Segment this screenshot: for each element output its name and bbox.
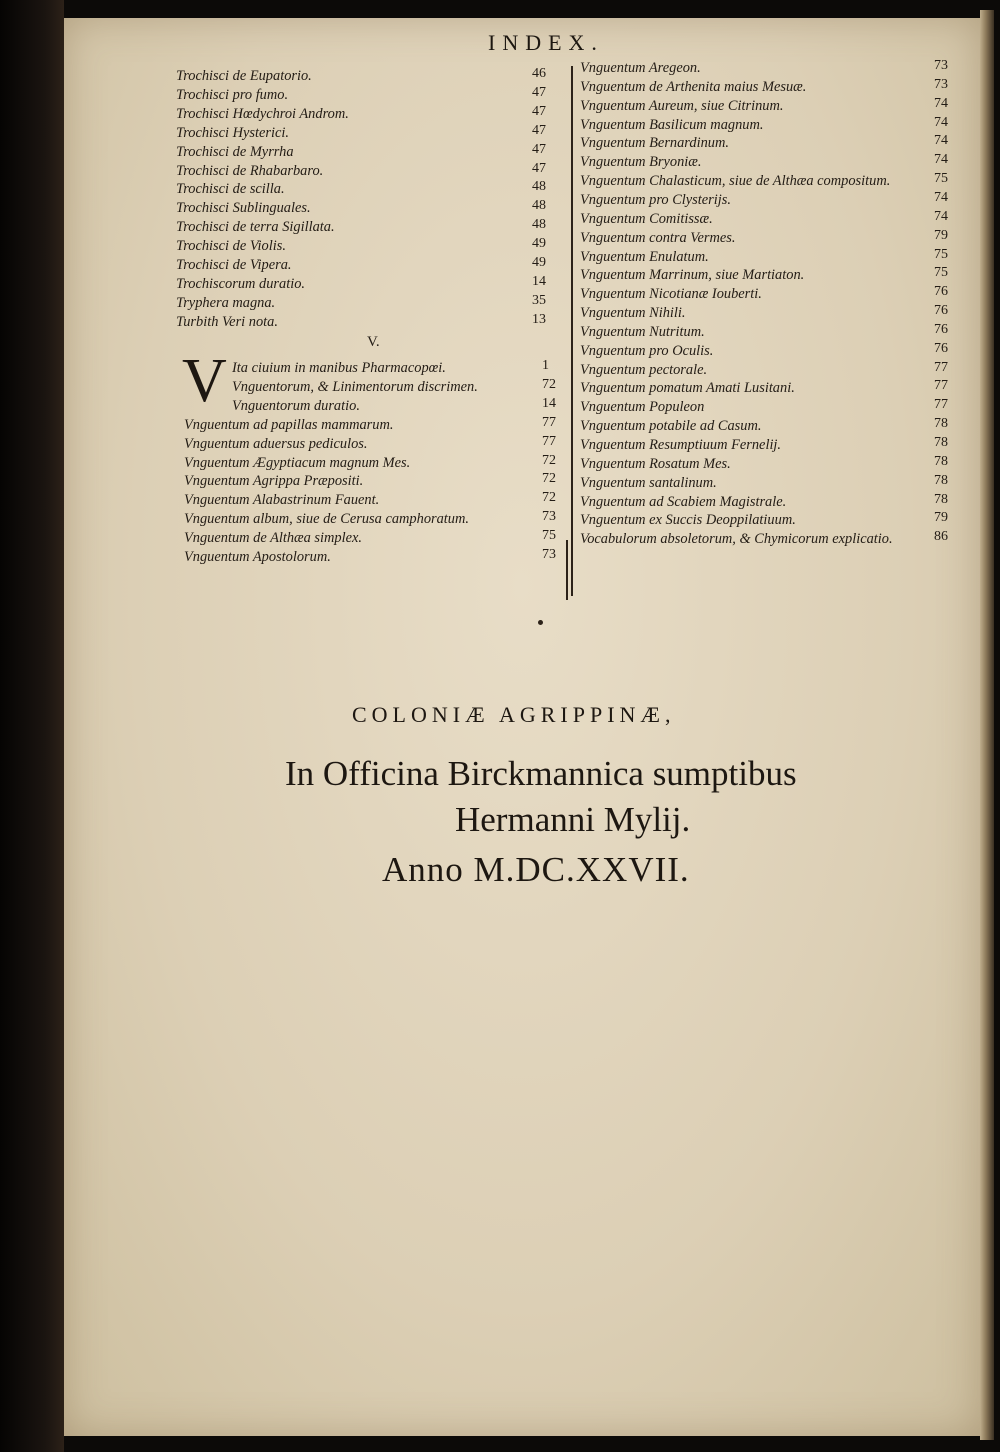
index-entry: Vnguentum pectorale. [580, 361, 708, 378]
index-entry: Vnguentum Ægyptiacum magnum Mes. [184, 454, 411, 471]
section-letter: V. [367, 334, 380, 350]
index-page-number: 78 [934, 472, 948, 488]
index-entry: Trochisci Hœdychroi Androm. [176, 105, 349, 122]
ornament-dot [538, 620, 543, 625]
index-entry: Vnguentum contra Vermes. [580, 229, 736, 246]
index-page-number: 76 [934, 340, 948, 356]
index-page-number: 74 [934, 189, 948, 205]
index-entry: Vnguentorum duratio. [232, 397, 360, 414]
index-page-number: 77 [934, 378, 948, 394]
index-entry: Turbith Veri nota. [176, 313, 278, 330]
drop-cap-initial: V [182, 347, 227, 415]
index-entry: Vnguentum Enulatum. [580, 248, 709, 265]
index-page-number: 35 [532, 292, 546, 308]
index-page-number: 14 [532, 273, 546, 289]
index-entry: Trochisci de Rhabarbaro. [176, 162, 324, 179]
index-entry: Tryphera magna. [176, 294, 276, 311]
index-entry: Vnguentum pro Oculis. [580, 342, 714, 359]
index-page-number: 75 [542, 528, 556, 544]
index-entry: Vnguentum aduersus pediculos. [184, 435, 368, 452]
index-entry: Vnguentum potabile ad Casum. [580, 418, 762, 435]
index-entry: Vnguentum Aureum, siue Citrinum. [580, 97, 784, 114]
index-page-number: 79 [934, 227, 948, 243]
index-page-number: 14 [542, 395, 556, 411]
index-entry: Trochisci de Violis. [176, 238, 286, 255]
index-page-number: 74 [934, 95, 948, 111]
index-page-number: 77 [542, 433, 556, 449]
index-entry: Vnguentum Chalasticum, siue de Althæa compositum. [580, 173, 891, 190]
column-rule [566, 540, 568, 600]
index-page-number: 78 [934, 416, 948, 432]
index-entry: Vnguentum Resumptiuum Fernelij. [580, 437, 782, 453]
index-entry: Vnguentum Agrippa Præpositi. [184, 473, 364, 490]
index-entry: Vnguentum Marrinum, siue Martiaton. [580, 267, 805, 284]
index-entry: Vnguentum pro Clysterijs. [580, 191, 731, 208]
index-page-number: 74 [934, 208, 948, 224]
index-entry: Trochisci de Eupatorio. [176, 68, 312, 84]
index-page-number: 78 [934, 491, 948, 507]
index-entry: Trochisci de terra Sigillata. [176, 219, 335, 236]
index-entry: Vnguentum santalinum. [580, 474, 717, 491]
index-page-number: 48 [532, 217, 546, 233]
index-page-number: 47 [532, 160, 546, 176]
index-entry: Vnguentum pomatum Amati Lusitani. [580, 380, 795, 397]
index-page-number: 73 [542, 547, 556, 562]
index-entry: Vnguentum Basilicum magnum. [580, 116, 764, 133]
index-entry: Trochisci de Myrrha [176, 143, 294, 160]
page-header: INDEX. [488, 30, 604, 55]
imprint-printer: Hermanni Mylij. [455, 800, 691, 839]
index-page-number: 74 [934, 114, 948, 130]
index-entry: Vnguentum Bernardinum. [580, 135, 729, 152]
imprint-city: COLONIÆ AGRIPPINÆ, [352, 702, 676, 727]
index-page-number: 72 [542, 490, 556, 506]
index-page-number: 47 [532, 84, 546, 100]
index-entry: Trochisci pro fumo. [176, 86, 289, 103]
index-page-number: 49 [532, 236, 546, 252]
index-entry: Vnguentum Comitissæ. [580, 210, 713, 227]
index-entry: Vnguentum Nicotianæ Iouberti. [580, 286, 762, 303]
index-page-number: 48 [532, 198, 546, 214]
index-entry: Vnguentum album, siue de Cerusa camphoratum. [184, 511, 469, 528]
index-page-number: 76 [934, 321, 948, 337]
index-page-number: 72 [542, 376, 556, 392]
index-page-number: 13 [532, 311, 546, 327]
index-page-number: 77 [934, 397, 948, 413]
imprint-year: Anno M.DC.XXVII. [382, 850, 690, 889]
index-entry: Vnguentum Nihili. [580, 305, 686, 322]
index-page-number: 72 [542, 452, 556, 468]
index-entry: Vnguentum ex Succis Deoppilatiuum. [580, 512, 796, 529]
index-entry: Vnguentum Alabastrinum Fauent. [184, 492, 380, 509]
index-page-number: 75 [934, 265, 948, 281]
index-page-number: 72 [542, 471, 556, 487]
index-page-number: 48 [532, 179, 546, 195]
index-entry: Vnguentum ad Scabiem Magistrale. [580, 493, 787, 510]
index-page-number: 86 [934, 529, 948, 545]
index-entry: Ita ciuium in manibus Pharmacopœi. [232, 360, 446, 376]
index-entry: Trochisci Sublinguales. [176, 200, 311, 217]
index-page-number: 49 [532, 255, 546, 270]
index-page-number: 78 [934, 453, 948, 469]
index-entry: Vnguentum Nutritum. [580, 323, 705, 340]
index-page-number: 74 [934, 152, 948, 168]
book-spine-shadow [0, 0, 64, 1452]
index-entry: Vnguentum Populeon [580, 399, 705, 416]
index-page-number: 47 [532, 141, 546, 157]
index-page-number: 73 [934, 76, 948, 92]
index-page-number: 75 [934, 171, 948, 187]
index-page-number: 77 [542, 414, 556, 430]
index-page-number: 47 [532, 122, 546, 138]
index-entry: Vnguentum Apostolorum. [184, 549, 331, 565]
index-page-number: 47 [532, 103, 546, 119]
index-entry: Vocabulorum absoletorum, & Chymicorum explicatio. [580, 531, 893, 548]
index-page-number: 46 [532, 66, 546, 81]
index-page-number: 77 [934, 359, 948, 375]
index-page-number: 73 [542, 509, 556, 525]
index-entry: Vnguentum ad papillas mammarum. [184, 416, 394, 433]
column-rule [571, 66, 573, 596]
index-page-number: 73 [934, 58, 948, 73]
index-page-number: 76 [934, 303, 948, 319]
index-entry: Vnguentum de Althæa simplex. [184, 530, 362, 547]
imprint-publisher: In Officina Birckmannica sumptibus [285, 754, 797, 793]
index-entry: Vnguentum Rosatum Mes. [580, 455, 731, 472]
index-entry: Trochisci Hysterici. [176, 124, 289, 141]
index-entry: Trochisci de scilla. [176, 181, 285, 198]
index-page-number: 79 [934, 510, 948, 526]
page-edge [980, 10, 994, 1440]
index-entry: Vnguentum Aregeon. [580, 60, 701, 76]
index-page-number: 76 [934, 284, 948, 300]
index-entry: Trochisci de Vipera. [176, 257, 292, 273]
index-page-number: 1 [542, 358, 549, 373]
index-entry: Vnguentorum, & Linimentorum discrimen. [232, 378, 478, 395]
index-entry: Vnguentum Bryoniæ. [580, 154, 702, 171]
index-entry: Vnguentum de Arthenita maius Mesuæ. [580, 78, 807, 95]
index-page-number: 74 [934, 133, 948, 149]
index-page-number: 75 [934, 246, 948, 262]
index-entry: Trochiscorum duratio. [176, 275, 305, 292]
index-page-number: 78 [934, 435, 948, 450]
